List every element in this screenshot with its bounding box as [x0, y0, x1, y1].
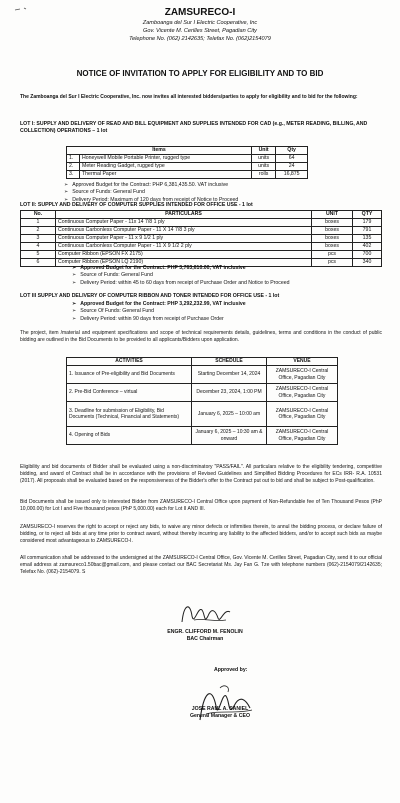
row-item: Computer Ribbon (EPSON LQ 2190) — [56, 259, 312, 267]
row-activity: 3. Deadline for submission of Eligibility, Bid Documents (Technical, Financial and Statements) — [67, 402, 192, 427]
communication-paragraph: All communication shall be addressed to the undersigned at the ZAMSURECO-I Central Office, Gov. Vicente M. Cerilles Street, Pagadian City, send it to our official email address at zamsureco1.50bac@gmail.com, and please contact our BAC Secretariat Ms. Jay Fan G. Tze with telephone numbers (062)-2154079/2142635; Telefax No. (062)-2154079. S — [20, 555, 382, 575]
project-note: The project, item /material and equipment specifications and scope of technical requirements details, guidelines, terms and conditions in the conduct of public bidding are outlined in the Bid Documents to be provided to all applicants/Bidders upon application. — [20, 330, 382, 343]
row-qty: 64 — [276, 155, 308, 163]
row-schedule: January 6, 2025 – 10:30 am & onward — [192, 427, 267, 445]
row-venue: ZAMSURECO-I Central Office, Pagadian City — [267, 402, 338, 427]
chairman-signature — [174, 598, 234, 630]
row-item: Honeywell Mobile Portable Printer, rugged type — [80, 155, 252, 163]
table-row — [21, 219, 382, 227]
row-schedule: Starting December 14, 2024 — [192, 366, 267, 384]
table-row — [67, 163, 308, 171]
col-venue: VENUE — [267, 358, 338, 366]
row-venue: ZAMSURECO-I Central Office, Pagadian City — [267, 384, 338, 402]
chairman-name: ENGR. CLIFFORD M. FENOLIN — [167, 629, 243, 635]
row-unit: boxes — [312, 219, 353, 227]
lot1-bullets — [64, 182, 238, 204]
row-activity: 2. Pre-Bid Conference – virtual — [67, 384, 192, 402]
table-row — [21, 235, 382, 243]
lot1-heading: LOT I: SUPPLY AND DELIVERY OF READ AND BILL EQUIPMENT AND SUPPLIES INTENDED FOR CAD (e.g., METER READING, BILLING, AND COLLECTION) OPERATIONS – 1 lot — [20, 121, 368, 134]
lot3-heading: LOT III SUPPLY AND DELIVERY OF COMPUTER RIBBON AND TONER INTENDED FOR OFFICE USE - 1 lot — [20, 293, 280, 299]
col-qty: QTY — [353, 211, 382, 219]
row-schedule: December 23, 2024, 1:00 PM — [192, 384, 267, 402]
row-unit: units — [251, 163, 275, 171]
lot2-bullets — [72, 265, 290, 287]
col-unit: UNIT — [312, 211, 353, 219]
lot2-heading: LOT II: SUPPLY AND DELIVERY OF COMPUTER SUPPLIES INTENDED FOR OFFICE USE - 1 lot — [20, 202, 253, 208]
col-activities: ACTIVITIES — [67, 358, 192, 366]
row-qty: 135 — [353, 235, 382, 243]
lot3-bullets — [72, 301, 246, 323]
row-item: Computer Ribbon (EPSON FX 2175) — [56, 251, 312, 259]
row-unit: boxes — [312, 227, 353, 235]
row-unit: boxes — [312, 235, 353, 243]
row-no: 6 — [21, 259, 56, 267]
table-row — [67, 427, 338, 445]
table-row — [21, 251, 382, 259]
row-no: 1 — [21, 219, 56, 227]
row-no: 3. — [67, 171, 80, 179]
org-name: ZAMSURECO-I — [164, 7, 236, 18]
row-unit: boxes — [312, 243, 353, 251]
col-qty: Qty — [276, 147, 308, 155]
row-item: Continuous Carbonless Computer Paper - 11 X 9 1/2 2 ply — [56, 243, 312, 251]
lot1-delivery: ➢ Delivery Period: Maximum of 120 days from receipt of Notice to Proceed — [64, 197, 238, 204]
row-qty: 700 — [353, 251, 382, 259]
approved-by-label: Approved by: — [214, 667, 248, 673]
lot1-budget: ➢ Approved Budget for the Contract: PHP 6,381,435.50. VAT inclusive — [64, 182, 238, 189]
row-item: Continuous Computer Paper - 11 x 9 1/2 1 ply — [56, 235, 312, 243]
row-activity: 4. Opening of Bids — [67, 427, 192, 445]
table-row — [67, 402, 338, 427]
row-qty: 340 — [353, 259, 382, 267]
table-row — [21, 227, 382, 235]
row-item: Continuous Computer Paper - 11x 14 7/8 1 ply — [56, 219, 312, 227]
row-unit: units — [251, 155, 275, 163]
table-row — [67, 155, 308, 163]
lot2-funds: ➢ Source of Funds: General Fund — [72, 272, 290, 279]
col-particulars: PARTICULARS — [56, 211, 312, 219]
row-no: 1. — [67, 155, 80, 163]
col-no: No. — [21, 211, 56, 219]
page-title: NOTICE OF INVITATION TO APPLY FOR ELIGIBILITY AND TO BID — [76, 69, 324, 78]
col-schedule: SCHEDULE — [192, 358, 267, 366]
row-qty: 402 — [353, 243, 382, 251]
row-qty: 179 — [353, 219, 382, 227]
gm-signature — [190, 680, 260, 730]
table-row — [67, 171, 308, 179]
intro-text: The Zamboanga del Sur I Electric Cooperative, Inc. now invites all interested bidders/parties to apply for eligibility and to bid for the following: — [20, 94, 358, 100]
lot2-table — [20, 210, 382, 267]
row-no: 3 — [21, 235, 56, 243]
row-no: 2 — [21, 227, 56, 235]
lot1-funds: ➢ Source of Funds: General Fund — [64, 189, 238, 196]
gm-title: General Manager & CEO — [190, 713, 250, 719]
row-qty: 24 — [276, 163, 308, 171]
lot3-delivery: ➢ Delivery Period: within 90 days from receipt of Purchase Order — [72, 316, 246, 323]
fee-paragraph: Bid Documents shall be issued only to interested Bidder from ZAMSURECO-I Central Office upon payment of Non-Refundable fee of Ten Thousand Pesos (PhP 10,000.00) for Lot I and Five thousand pesos (PhP 5,000.00) each for Lot II AND III. — [20, 499, 382, 512]
lot3-budget: ➢ Approved Budget for the Contract: PHP 3,292,232.99, VAT inclusive — [72, 301, 246, 308]
lot3-funds: ➢ Source Of Funds: General Fund — [72, 308, 246, 315]
row-no: 5 — [21, 251, 56, 259]
row-item: Meter Reading Gadget, rugged type — [80, 163, 252, 171]
row-item: Continuous Carbonless Computer Paper - 11 X 14 7/8 3 ply — [56, 227, 312, 235]
schedule-table — [66, 357, 338, 445]
row-no: 4 — [21, 243, 56, 251]
table-header-row — [21, 211, 382, 219]
table-header-row — [67, 358, 338, 366]
org-address: Gov. Vicente M. Cerilles Street, Pagadian City — [143, 28, 257, 34]
row-venue: ZAMSURECO-I Central Office, Pagadian City — [267, 427, 338, 445]
chairman-title: BAC Chairman — [186, 636, 224, 642]
row-unit: pcs — [312, 251, 353, 259]
table-row — [67, 366, 338, 384]
table-row — [67, 384, 338, 402]
gm-name: JOSE RAUL A. SANIEL — [191, 706, 249, 712]
row-activity: 1. Issuance of Pre-eligibility and Bid Documents — [67, 366, 192, 384]
row-unit: rolls — [251, 171, 275, 179]
row-no: 2. — [67, 163, 80, 171]
col-items: Items — [67, 147, 252, 155]
table-row — [21, 243, 382, 251]
row-venue: ZAMSURECO-I Central Office, Pagadian City — [267, 366, 338, 384]
lot2-delivery: ➢ Delivery Period: within 45 to 60 days from receipt of Purchase Order and Notice to Proceed — [72, 280, 290, 287]
table-header-row — [67, 147, 308, 155]
lot2-budget: ➢ Approved Budget for the Contract: PHP 3,763,610.00, VAT inclusive — [72, 265, 290, 272]
row-item: Thermal Paper — [80, 171, 252, 179]
row-unit: pcs — [312, 259, 353, 267]
org-fullname: Zamboanga del Sur I Electric Cooperative, Inc — [142, 20, 258, 26]
row-qty: 16,875 — [276, 171, 308, 179]
col-unit: Unit — [251, 147, 275, 155]
row-qty: 791 — [353, 227, 382, 235]
lot1-table — [66, 146, 308, 179]
org-phone: Telephone No. (062) 2142635; Telefax No. (062)2154079 — [129, 36, 271, 42]
row-schedule: January 6, 2025 – 10:00 am — [192, 402, 267, 427]
eligibility-paragraph: Eligibility and bid documents of Bidder shall be evaluated using a non-discriminatory "PASS/FAIL". All particulars relative to the eligibility tendering, competitive bidding, and award of Contract shall be in accordance with the provisions of Revised Guidelines and Simplified Bidding Procedures for ECs IRR- R.A. 10531 (2017). All proposals shall be evaluated based on the responsiveness of the Bidder's offer to the Contract put out to bid and shall be subject to Post-qualification. — [20, 464, 382, 484]
rights-paragraph: ZAMSURECO-I reserves the right to accept or reject any bids, to waive any minor defects or infirmities therein, to annul the bidding process, or declare failure of bidding, or to reject all bids at any time prior to contract award, without thereby incurring any liability to the affected bidders, and/or to accept such bids as maybe considered most advantageous to ZAMSURECO-I. — [20, 524, 382, 544]
